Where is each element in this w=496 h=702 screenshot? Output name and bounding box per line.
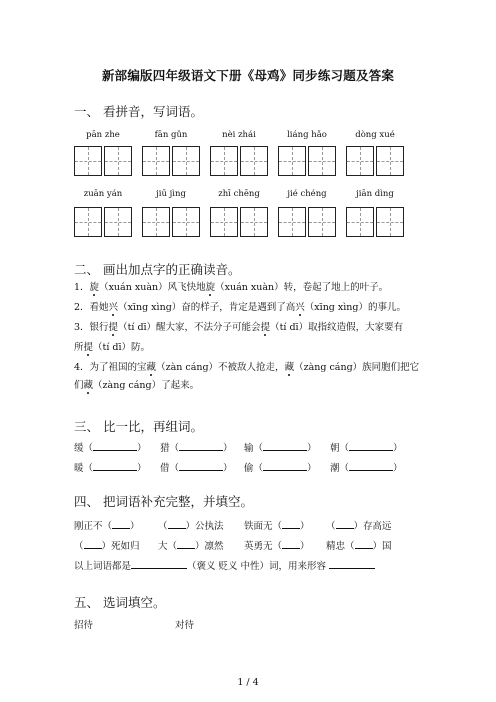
writing-box-row-1: [74, 146, 404, 178]
tianzige-pair[interactable]: [278, 207, 336, 239]
pinyin-label: jié chéng: [287, 189, 327, 199]
answer-blank[interactable]: [349, 440, 393, 451]
idiom-text: （: [158, 521, 168, 532]
pinyin-label: fān gǔn: [154, 130, 188, 140]
reading-item: 们藏（zàng cáng）了起来。: [74, 380, 200, 391]
dotted-char: 藏: [284, 362, 295, 373]
compare-char: 潮: [330, 463, 340, 474]
pinyin-label: pān zhe: [86, 130, 120, 140]
idiom-blank[interactable]: [112, 518, 130, 529]
dotted-char: 藏: [146, 362, 157, 373]
idiom-blank[interactable]: [177, 538, 195, 549]
document-page: 新部编版四年级语文下册《母鸡》同步练习题及答案 一、 看拼音，写词语。 pān zhe fān gǔn nèi zhái liáng hǎo dòng xué zuān yán jiū jìng zhī chēng jié chéng jiān dìng 二、 画出加点字的正确读音。 1．旋（xuán xuàn）风飞快地旋（xuán xuàn）转，卷起了地上的叶子。 2．看她兴（xīng xìng）奋的样子，肯定是遇到了高兴（xīng xìng）的事儿。 3．银行提（tí dī）醒大家，不法分子可能会提（tí dī）取指纹造假，大家要有 所提（tí dī）防。 4．为了祖国的宝藏（zàn cáng）不被敌人抢走，藏（zàng cáng）族同胞们把它 们藏（zàng cáng）了起来。 三、 比一比，再组词。 缓（ ） 猎（ ） 输（ ） 朝（ ） 暖（ ） 借（ ） 偷（ ） 潮（ ） 四、 把词语补充完整，并填空。 刚正不（ ） （ ）公执法 铁面无（ ） （ ）存高远 （ ）死如归 大（ ）凛然 英勇无（ ） 精忠（ ）国 以上词语都是 （褒义 贬义 中性）词，用来形容 五、 选词填空。 招待 对待 1 / 4: [0, 0, 496, 702]
compare-char: 缓: [74, 443, 84, 454]
word-choice: 对待: [175, 620, 195, 631]
answer-blank[interactable]: [179, 460, 223, 471]
pinyin-label: liáng hǎo: [287, 130, 327, 140]
tianzige-pair[interactable]: [142, 207, 200, 239]
tianzige-pair[interactable]: [346, 207, 404, 239]
page-number: 1 / 4: [237, 677, 259, 688]
idiom-text: （: [74, 541, 84, 552]
reading-item: 所提（tí dī）防。: [74, 342, 151, 353]
idiom-text: （: [326, 521, 336, 532]
section-3-heading: 三、 比一比，再组词。: [74, 419, 203, 434]
idiom-text: ）死如归: [101, 541, 140, 552]
word-choice: 招待: [74, 620, 94, 631]
compare-char: 暖: [74, 463, 84, 474]
tianzige-pair[interactable]: [74, 207, 132, 239]
idiom-blank[interactable]: [282, 538, 300, 549]
pinyin-label: zuān yán: [83, 189, 123, 199]
section-1-heading: 一、 看拼音，写词语。: [74, 104, 203, 119]
pinyin-label: jiū jìng: [156, 189, 186, 199]
answer-blank[interactable]: [349, 460, 393, 471]
dotted-char: 旋: [205, 282, 216, 293]
fill-text: 以上词语都是: [74, 561, 132, 572]
pinyin-label: nèi zhái: [222, 130, 256, 140]
idiom-text: ）: [130, 521, 140, 532]
idiom-text: ）国: [372, 541, 392, 552]
idiom-text: ）公执法: [185, 521, 224, 532]
idiom-text: ）: [300, 541, 310, 552]
idiom-blank[interactable]: [336, 518, 354, 529]
idiom-text: 精忠（: [326, 541, 355, 552]
answer-blank[interactable]: [263, 460, 307, 471]
pinyin-row-1: [74, 130, 404, 142]
idiom-text: 刚正不（: [74, 521, 113, 532]
reading-item: 1．旋（xuán xuàn）风飞快地旋（xuán xuàn）转，卷起了地上的叶子。: [74, 282, 389, 293]
dotted-char: 提: [108, 322, 119, 333]
dotted-char: 旋: [89, 282, 100, 293]
compare-char: 输: [244, 443, 254, 454]
compare-char: 偷: [244, 463, 254, 474]
tianzige-pair[interactable]: [74, 146, 132, 178]
pinyin-label: zhī chēng: [218, 189, 260, 199]
answer-blank[interactable]: [263, 440, 307, 451]
answer-blank[interactable]: [93, 440, 137, 451]
idiom-text: ）凛然: [195, 541, 224, 552]
idiom-text: 英勇无（: [244, 541, 283, 552]
dotted-char: 兴: [295, 302, 305, 313]
pinyin-label: jiān dìng: [356, 189, 394, 199]
tianzige-pair[interactable]: [210, 146, 268, 178]
idiom-blank[interactable]: [282, 518, 300, 529]
compare-char: 猎: [160, 443, 170, 454]
idiom-blank[interactable]: [168, 518, 186, 529]
fill-text: （褒义 贬义 中性）词，用来形容: [187, 561, 327, 572]
dotted-char: 提: [260, 322, 271, 333]
fill-blank[interactable]: [131, 558, 187, 569]
tianzige-pair[interactable]: [210, 207, 268, 239]
dotted-char: 藏: [83, 380, 94, 391]
compare-char: 朝: [330, 443, 340, 454]
section-2-heading: 二、 画出加点字的正确读音。: [74, 262, 241, 277]
answer-blank[interactable]: [93, 460, 137, 471]
dotted-char: 兴: [108, 302, 119, 313]
tianzige-pair[interactable]: [346, 146, 404, 178]
reading-item: 2．看她兴（xīng xìng）奋的样子，肯定是遇到了高兴（xīng xìng）的事儿。: [74, 302, 407, 313]
pinyin-label: dòng xué: [355, 130, 395, 140]
dotted-char: 提: [83, 342, 94, 353]
idiom-blank[interactable]: [84, 538, 102, 549]
tianzige-pair[interactable]: [278, 146, 336, 178]
pinyin-row-2: [74, 189, 404, 201]
idiom-text: ）: [300, 521, 310, 532]
answer-blank[interactable]: [179, 440, 223, 451]
idiom-text: 大（: [158, 541, 178, 552]
document-title: 新部编版四年级语文下册《母鸡》同步练习题及答案: [101, 68, 395, 83]
idiom-blank[interactable]: [355, 538, 373, 549]
compare-char: 借: [160, 463, 170, 474]
tianzige-pair[interactable]: [142, 146, 200, 178]
idiom-text: 铁面无（: [244, 521, 283, 532]
section-4-heading: 四、 把词语补充完整，并填空。: [74, 494, 253, 509]
fill-blank[interactable]: [329, 558, 375, 569]
writing-box-row-2: [74, 207, 404, 239]
idiom-text: ）存高远: [353, 521, 392, 532]
reading-item: 3．银行提（tí dī）醒大家，不法分子可能会提（tí dī）取指纹造假，大家要有: [74, 322, 404, 333]
section-5-heading: 五、 选词填空。: [74, 595, 166, 610]
reading-item: 4．为了祖国的宝藏（zàn cáng）不被敌人抢走，藏（zàng cáng）族同胞们把它: [74, 362, 420, 373]
